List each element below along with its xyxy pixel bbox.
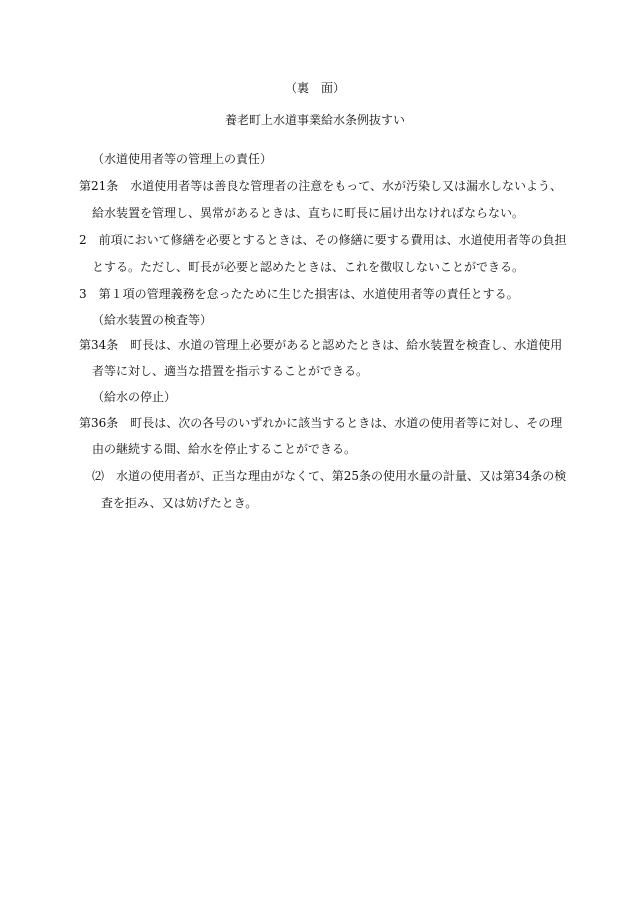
- article-21-paragraph-2-line-1: 2 前項において修繕を必要とするときは、その修繕に要する費用は、水道使用者等の負担: [79, 233, 567, 247]
- article-21-paragraph-3: 3 第１項の管理義務を怠ったために生じた損害は、水道使用者等の責任とする。: [79, 287, 519, 301]
- article-21-line-2: 給水装置を管理し、異常があるときは、直ちに町長に届け出なければならない。: [92, 206, 525, 220]
- section-heading-inspection: （給水装置の検査等）: [92, 313, 213, 327]
- document-title: 養老町上水道事業給水条例抜すい: [224, 113, 405, 127]
- side-label: （裏 面）: [284, 81, 345, 95]
- article-34-line-1: 第34条 町長は、水道の管理上必要があると認めたときは、給水装置を検査し、水道使用: [79, 338, 563, 352]
- article-36-line-2: 由の継続する間、給水を停止することができる。: [92, 442, 357, 456]
- article-34-line-2: 者等に対し、適当な措置を指示することができる。: [92, 364, 369, 378]
- article-21-line-1: 第21条 水道使用者等は善良な管理者の注意をもって、水が汚染し又は漏水しないよう、: [79, 179, 563, 193]
- article-21-paragraph-2-line-2: とする。ただし、町長が必要と認めたときは、これを徴収しないことができる。: [92, 260, 525, 274]
- article-36-item-2-line-1: ⑵ 水道の使用者が、正当な理由がなくて、第25条の使用水量の計量、又は第34条の検: [92, 469, 567, 483]
- article-36-item-2-line-2: 査を拒み、又は妨げたとき。: [101, 496, 258, 510]
- section-heading-management-responsibility: （水道使用者等の管理上の責任）: [92, 152, 273, 166]
- article-36-line-1: 第36条 町長は、次の各号のいずれかに該当するときは、水道の使用者等に対し、その理: [79, 416, 563, 430]
- section-heading-suspension: （給水の停止）: [92, 390, 177, 404]
